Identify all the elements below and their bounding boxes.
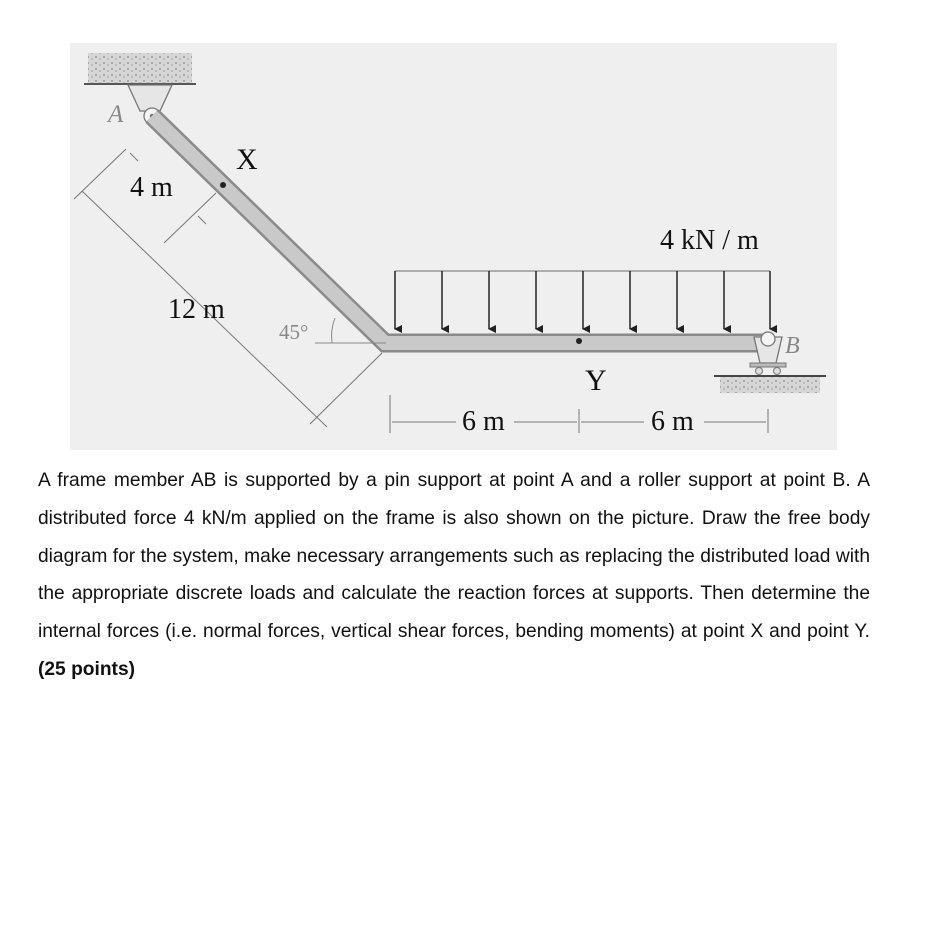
point-y-marker xyxy=(576,338,582,344)
dimension-6m-right: 6 m xyxy=(651,406,694,437)
problem-statement xyxy=(38,462,870,689)
load-label: 4 kN / m xyxy=(660,225,759,256)
dimension-6m-left: 6 m xyxy=(462,406,505,437)
label-a: A xyxy=(108,101,124,128)
angle-label: 45° xyxy=(279,320,309,344)
problem-body: A frame member AB is supported by a pin support at point A and a roller support at point B. A distributed force 4 kN/m applied on the frame is also shown on the picture. Draw the free body diagram for the system, make necessary arrangements such as replacing the distributed load with the appropriate discrete loads and calculate the reaction forces at supports. Then determine the internal forces (i.e. normal forces, vertical shear forces, bending moments) at point X and point Y. xyxy=(38,470,870,643)
label-y: Y xyxy=(585,364,607,397)
point-x-marker xyxy=(220,182,226,188)
problem-points: (25 points) xyxy=(38,658,136,680)
frame-figure xyxy=(70,43,837,450)
label-x: X xyxy=(236,143,258,176)
label-b: B xyxy=(785,333,800,359)
ground-top xyxy=(84,53,196,84)
dimension-12m: 12 m xyxy=(168,294,225,325)
dimension-4m: 4 m xyxy=(130,172,173,203)
